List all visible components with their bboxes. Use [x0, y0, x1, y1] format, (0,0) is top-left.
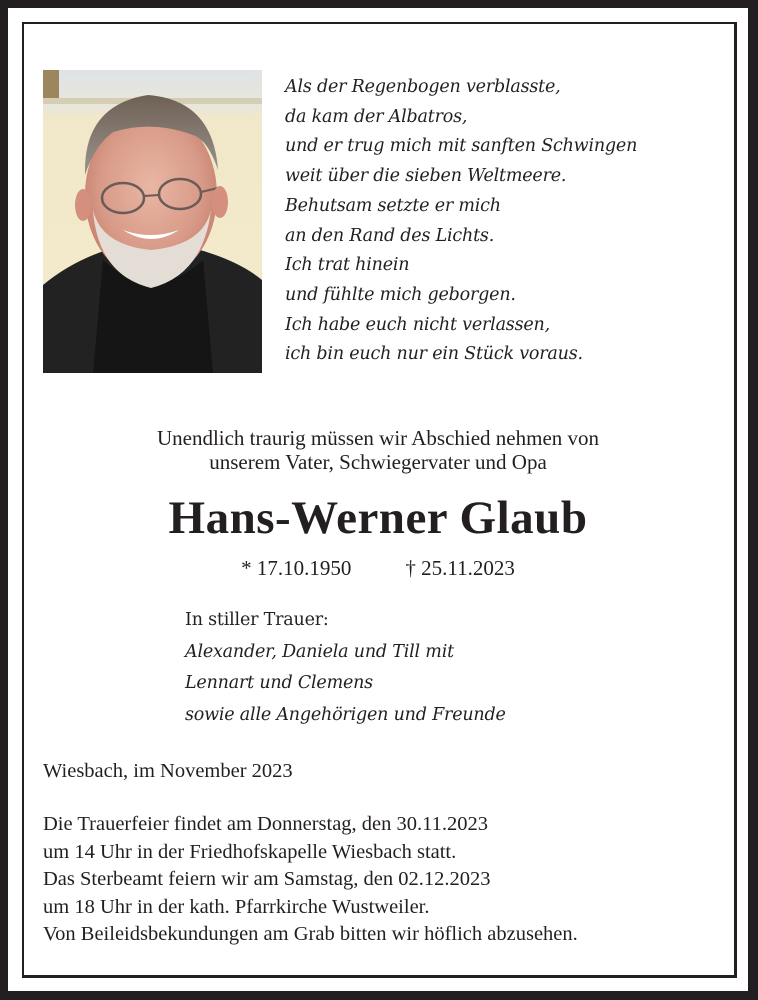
life-dates [8, 555, 748, 581]
poem-line: da kam der Albatros, [285, 106, 468, 127]
poem-line: weit über die sieben Weltmeere. [285, 166, 567, 187]
details-line: Das Sterbeamt feiern wir am Samstag, den 02.12.2023 [43, 868, 491, 891]
details-line: um 18 Uhr in der kath. Pfarrkirche Wustweiler. [43, 895, 430, 918]
poem-line: und er trug mich mit sanften Schwingen [285, 136, 638, 157]
details-line: Von Beileidsbekundungen am Grab bitten wir höflich abzusehen. [43, 923, 578, 946]
portrait-photo [43, 70, 262, 373]
mourners-heading: In stiller Trauer: [185, 610, 329, 630]
poem [285, 73, 637, 370]
mourners-line: sowie alle Angehörigen und Freunde [185, 704, 506, 725]
death-date: † 25.11.2023 [405, 556, 515, 580]
poem-line: Ich habe euch nicht verlassen, [285, 314, 550, 335]
poem-line: und fühlte mich geborgen. [285, 284, 516, 305]
portrait-image [43, 70, 262, 373]
place-date: Wiesbach, im November 2023 [43, 760, 293, 782]
intro-text [8, 426, 748, 474]
mourners-line: Alexander, Daniela und Till mit [185, 641, 454, 662]
poem-line: ich bin euch nur ein Stück voraus. [285, 344, 583, 365]
birth-date: * 17.10.1950 [241, 556, 352, 580]
details-line: um 14 Uhr in der Friedhofskapelle Wiesbach statt. [43, 840, 457, 863]
poem-line: Behutsam setzte er mich [285, 195, 501, 216]
details-line: Die Trauerfeier findet am Donnerstag, den 30.11.2023 [43, 813, 489, 835]
intro-line-1: Unendlich traurig müssen wir Abschied nehmen von [156, 426, 600, 450]
poem-line: Ich trat hinein [285, 255, 410, 276]
deceased-name: Hans-Werner Glaub [168, 492, 588, 544]
mourners-line: Lennart und Clemens [185, 673, 373, 693]
mourners-block [185, 605, 506, 731]
poem-line: Als der Regenbogen verblasste, [285, 77, 561, 97]
intro-line-2: unserem Vater, Schwiegervater und Opa [209, 450, 547, 474]
funeral-details [43, 811, 578, 949]
obituary-notice [8, 8, 748, 991]
poem-line: an den Rand des Lichts. [285, 225, 495, 246]
